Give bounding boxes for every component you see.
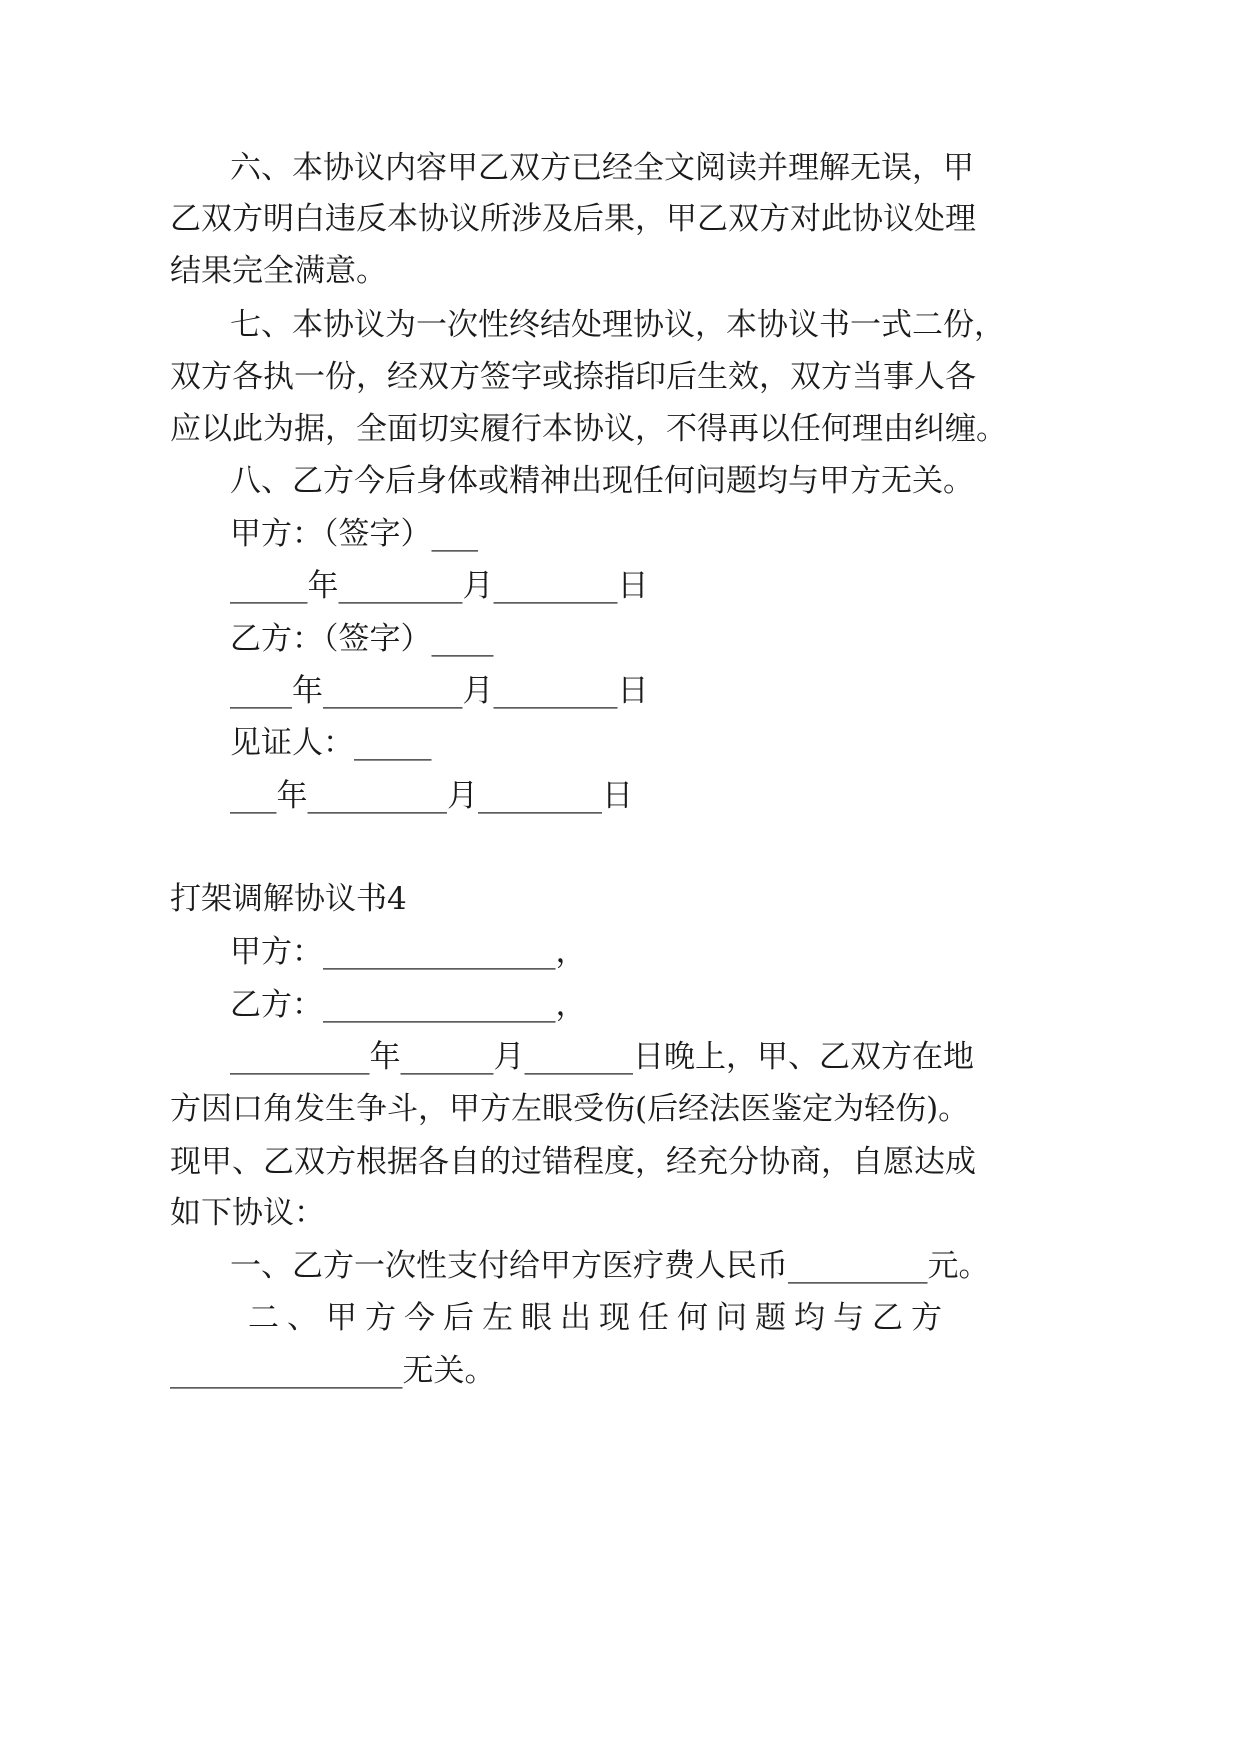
agreement-4-clause-two-line-2: _______________无关。: [170, 1353, 496, 1389]
witness-signature: 见证人：_____: [230, 725, 432, 761]
party-b-date: ____年_________月________日: [230, 673, 649, 709]
agreement-4-intro-line-4: 如下协议：: [170, 1195, 325, 1231]
clause-six-line-2: 乙双方明白违反本协议所涉及后果，甲乙双方对此协议处理: [170, 201, 976, 237]
clause-six-line-3: 结果完全满意。: [170, 253, 387, 289]
clause-seven-line-3: 应以此为据，全面切实履行本协议，不得再以任何理由纠缠。: [170, 411, 1007, 447]
party-a-signature: 甲方：（签字）___: [230, 516, 478, 552]
agreement-4-party-b: 乙方：_______________，: [230, 987, 587, 1023]
party-a-date: _____年________月________日: [230, 568, 649, 604]
clause-eight: 八、乙方今后身体或精神出现任何问题均与甲方无关。: [230, 463, 974, 499]
clause-seven-line-2: 双方各执一份，经双方签字或捺指印后生效，双方当事人各: [170, 359, 976, 395]
party-b-signature: 乙方：（签字）____: [230, 621, 494, 657]
agreement-4-intro-line-3: 现甲、乙双方根据各自的过错程度，经充分协商，自愿达成: [170, 1144, 976, 1180]
clause-six-line-1: 六、本协议内容甲乙双方已经全文阅读并理解无误，甲: [230, 150, 974, 186]
agreement-4-clause-one: 一、乙方一次性支付给甲方医疗费人民币_________元。: [230, 1248, 990, 1284]
agreement-4-party-a: 甲方：_______________，: [230, 934, 587, 970]
clause-seven-line-1: 七、本协议为一次性终结处理协议，本协议书一式二份，: [230, 307, 1005, 343]
agreement-4-intro-line-2: 方因口角发生争斗，甲方左眼受伤(后经法医鉴定为轻伤)。: [170, 1091, 970, 1127]
witness-date: ___年_________月________日: [230, 778, 633, 814]
agreement-4-intro-line-1: _________年______月_______日晚上，甲、乙双方在地: [230, 1039, 974, 1075]
agreement-4-title: 打架调解协议书4: [170, 881, 407, 917]
agreement-4-clause-two-line-1: 二、甲方今后左眼出现任何问题均与乙方: [248, 1300, 942, 1336]
